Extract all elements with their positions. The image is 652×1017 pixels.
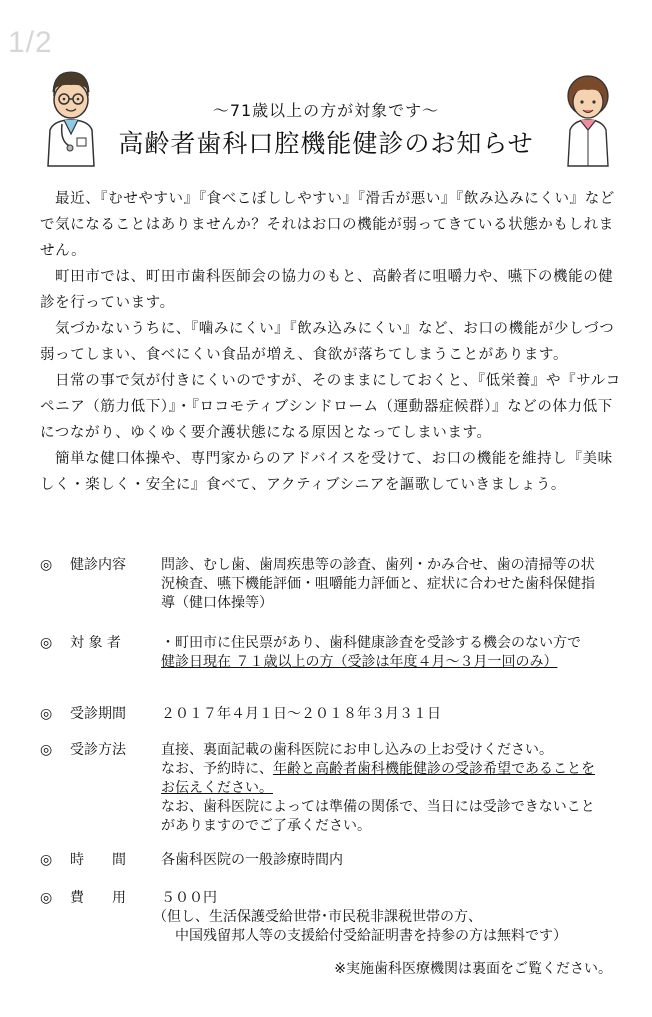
footer-note: ※実施歯科医療機関は裏面をご覧ください。 [334,961,612,977]
method-plain-text: なお、予約時に、 [161,761,273,777]
section-label: 健診内容 [70,557,126,573]
section-line: 導（健口体操等） [161,595,273,611]
section-line: 問診、むし歯、歯周疾患等の診査、歯列・かみ合せ、歯の清掃等の状 [161,557,595,573]
section-line: 直接、裏面記載の歯科医院にお申し込みの上お受けください。 [161,742,553,758]
bullet-mark: ◎ [40,890,53,906]
section-body [161,634,631,672]
section-body [161,556,631,613]
section-line: なお、歯科医院によっては準備の関係で、当日には受診できないこと [161,799,595,815]
section-label: 対 象 者 [70,635,121,651]
section-line-underlined: 健診日現在 ７１歳以上の方（受診は年度４月～３月一回のみ） [161,654,558,670]
section-line [161,760,631,779]
section-body [161,741,631,836]
bullet-mark: ◎ [40,706,53,722]
section-line: がありますのでご了承ください。 [161,818,371,834]
section-line: ２０１７年４月１日～２０１８年３月３１日 [161,706,441,722]
fee-note: 中国残留邦人等の支援給付受給証明書を持参の方は無料です） [175,928,567,944]
intro-paragraph: 簡単な健口体操や、専門家からのアドバイスを受けて、お口の機能を維持し『美味しく・楽しく・安全に』食べて、アクティブシニアを謳歌していきましょう。 [40,451,613,493]
section-line: ・町田市に住民票があり、歯科健康診査を受診する機会のない方で [161,635,581,651]
bullet-mark: ◎ [40,742,53,758]
intro-text [40,186,622,498]
intro-paragraph: 日常の事で気が付きにくいのですが、そのままにしておくと、『低栄養』や『サルコペニア（筋力低下）』・『ロコモティブシンドローム（運動器症候群）』などの体力低下につながり、ゆくゆく要介護状態になる原因となってしまいます。 [40,373,621,441]
bullet-mark: ◎ [40,557,53,573]
section-body [161,705,631,724]
section-body [153,889,631,946]
intro-paragraph: 気づかないうちに、『噛みにくい』『飲み込みにくい』など、お口の機能が少しづつ弱ってしまい、食べにくい食品が増え、食欲が落ちてしまうことがあります。 [40,321,615,363]
bullet-mark: ◎ [40,852,53,868]
section-body [161,851,631,870]
section-label: 費 用 [70,890,126,906]
page-title: 高齢者歯科口腔機能健診のお知らせ [118,129,534,158]
section-label: 受診期間 [70,706,126,722]
page-subtitle: ～71歳以上の方が対象です～ [212,101,440,120]
bullet-mark: ◎ [40,635,53,651]
fee-value: ５００円 [161,890,217,906]
section-line: 況検査、嚥下機能評価・咀嚼能力評価と、症状に合わせた歯科保健指 [161,576,595,592]
intro-paragraph: 最近、『むせやすい』『食べこぼししやすい』『滑舌が悪い』『飲み込みにくい』などで気になることはありませんか？それはお口の機能が弱ってきている状態かもしれません。 [40,191,615,259]
method-underlined-text: 年齢と高齢者歯科機能健診の受診希望であることを [273,761,595,777]
section-label: 時 間 [70,852,126,868]
section-line: 各歯科医院の一般診療時間内 [161,852,343,868]
fee-note: （但し、生活保護受給世帯･市民税非課税世帯の方、 [153,909,482,925]
page-number: 1/2 [8,26,53,59]
section-label: 受診方法 [70,742,126,758]
intro-paragraph: 町田市では、町田市歯科医師会の協力のもと、高齢者に咀嚼力や、嚥下の機能の健診を行っています。 [40,269,614,311]
section-line-underlined: お伝えください。 [161,780,273,796]
